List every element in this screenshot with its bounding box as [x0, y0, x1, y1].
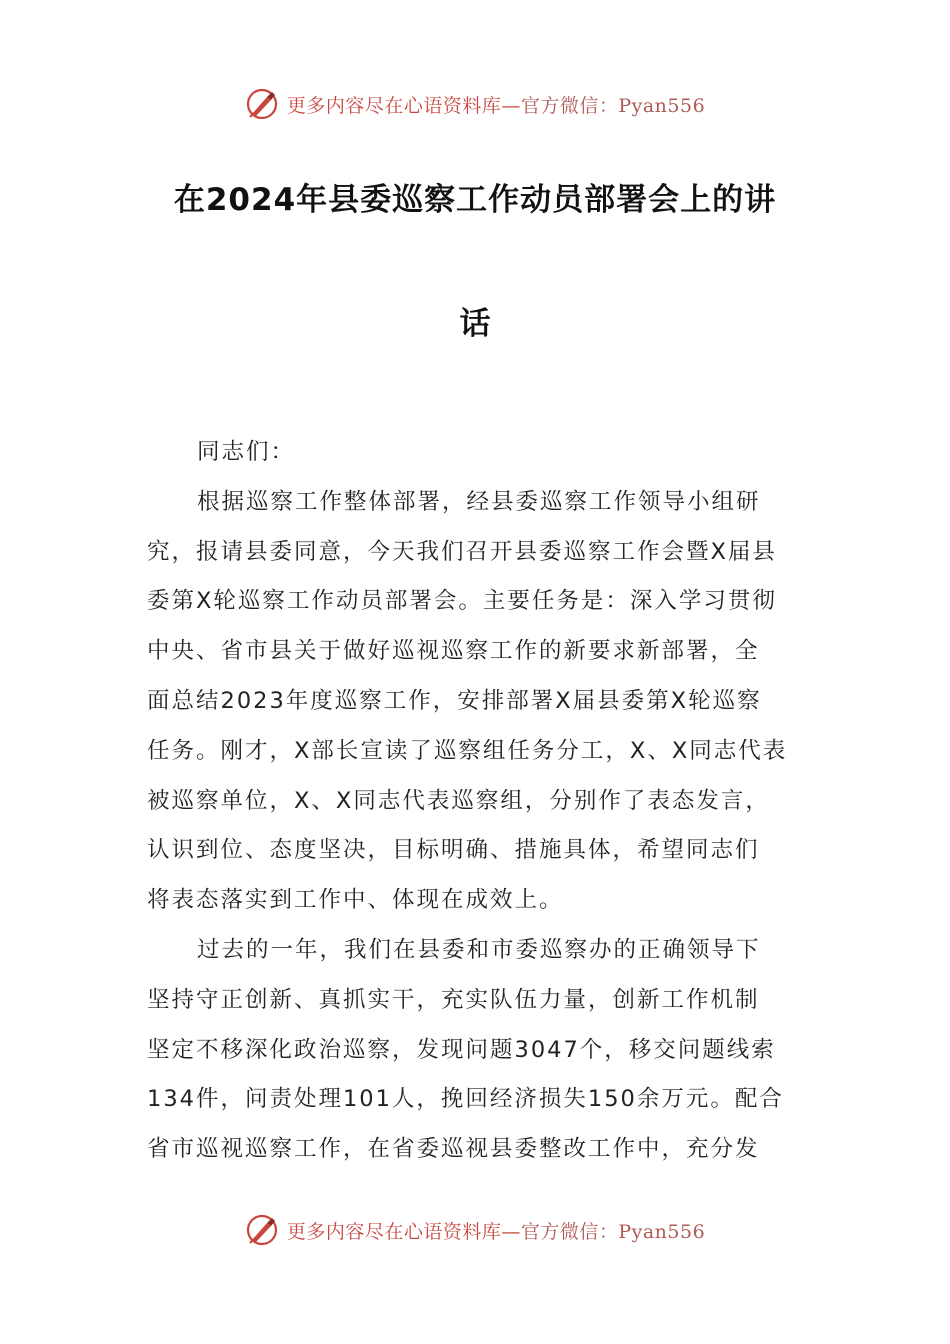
paragraph-line: 认识到位、态度坚决，目标明确、措施具体，希望同志们	[147, 837, 760, 864]
paragraph-line: 根据巡察工作整体部署，经县委巡察工作领导小组研	[197, 488, 761, 515]
paragraph-line: 中央、省市县关于做好巡视巡察工作的新要求新部署，全	[147, 638, 760, 665]
paragraph-line: 面总结2023年度巡察工作，安排部署X届县委第X轮巡察	[147, 687, 762, 714]
paragraph-line: 委第X轮巡察工作动员部署会。主要任务是：深入学习贯彻	[147, 588, 777, 615]
paragraph-line: 究，报请县委同意，今天我们召开县委巡察工作会暨X届县	[147, 538, 777, 565]
watermark-header	[0, 84, 950, 124]
document-title-line-2: 话	[459, 306, 491, 342]
watermark-text: 更多内容尽在心语资料库—官方微信：Pyan556	[286, 94, 706, 117]
watermark-text: 更多内容尽在心语资料库—官方微信：Pyan556	[286, 1220, 706, 1243]
paragraph-line: 任务。刚才，X部长宣读了巡察组任务分工，X、X同志代表	[147, 737, 788, 764]
pen-logo-icon	[245, 87, 279, 121]
paragraph-line: 被巡察单位，X、X同志代表巡察组，分别作了表态发言，	[147, 787, 770, 814]
paragraph-line: 过去的一年，我们在县委和市委巡察办的正确领导下	[197, 936, 761, 963]
salutation: 同志们：	[197, 439, 296, 465]
paragraph-line: 134件，问责处理101人，挽回经济损失150余万元。配合	[147, 1086, 784, 1113]
paragraph-line: 将表态落实到工作中、体现在成效上。	[147, 887, 564, 914]
paragraph-line: 坚定不移深化政治巡察，发现问题3047个，移交问题线索	[147, 1036, 776, 1063]
pen-logo-icon	[245, 1213, 279, 1247]
watermark-footer	[0, 1210, 950, 1250]
paragraph-line: 坚持守正创新、真抓实干，充实队伍力量，创新工作机制	[147, 986, 760, 1013]
paragraph-line: 省市巡视巡察工作，在省委巡视县委整改工作中，充分发	[147, 1136, 760, 1163]
document-body	[147, 428, 807, 1175]
document-title-line-1: 在2024年县委巡察工作动员部署会上的讲	[173, 182, 777, 218]
